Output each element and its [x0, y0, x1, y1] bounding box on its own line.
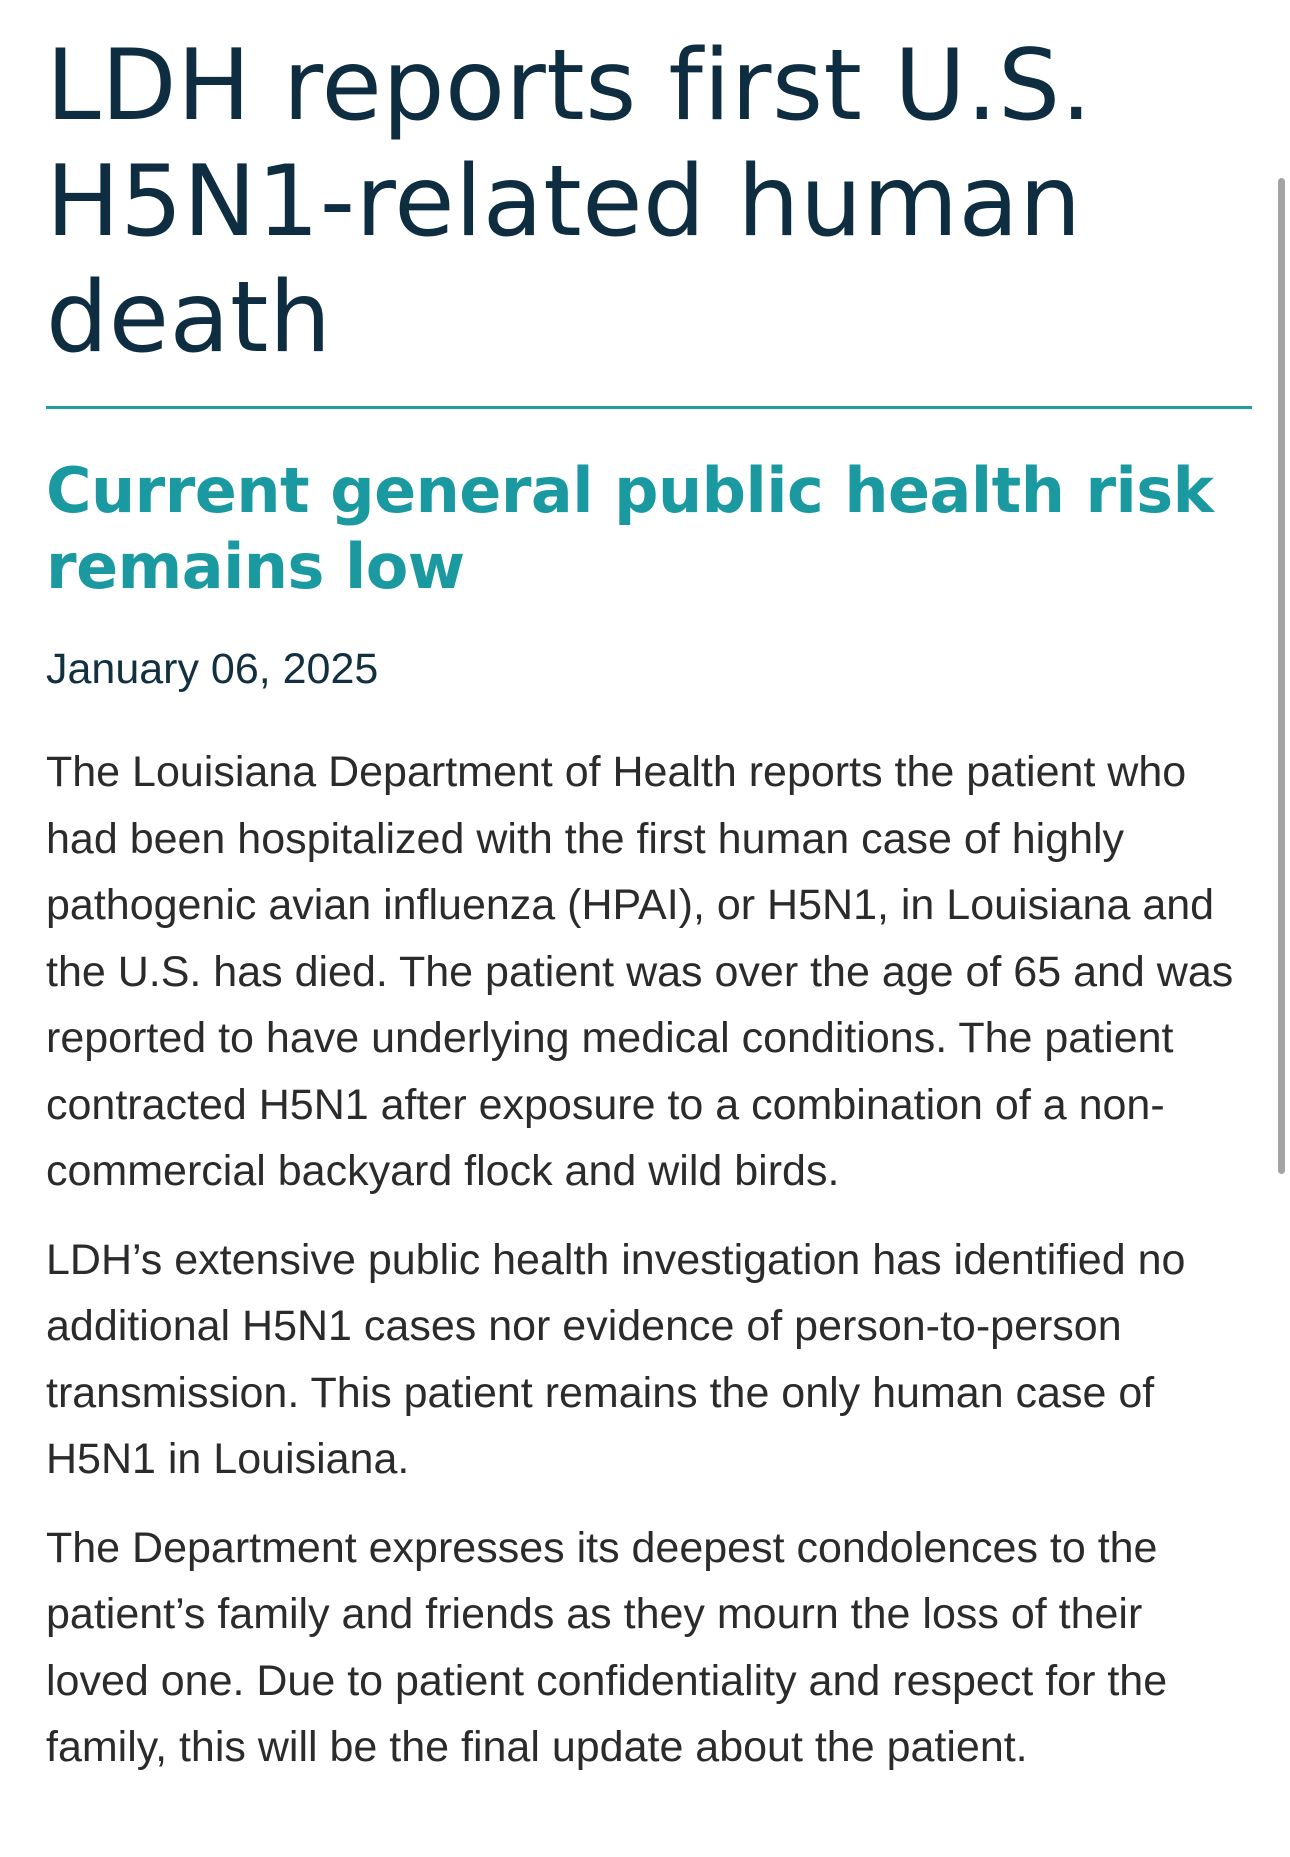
article-paragraph-2: LDH’s extensive public health investigation has identified no additional H5N1 cases nor evidence of person-to-person transmission. This patient remains the only human case of H5N1 in Louisiana. — [46, 1235, 1186, 1483]
publish-date: January 06, 2025 — [46, 645, 379, 693]
article-paragraph-1: The Louisiana Department of Health reports the patient who had been hospitalized with the first human case of highly pathogenic avian influenza (HPAI), or H5N1, in Louisiana and the U.S. has died. The patient was over the age of 65 and was reported to have underlying medical conditions. The patient contracted H5N1 after exposure to a combination of a non-commercial backyard flock and wild birds. — [46, 748, 1234, 1195]
page-scrollbar[interactable] — [1278, 178, 1285, 1174]
article-paragraph-3: The Department expresses its deepest condolences to the patient’s family and friends as they mourn the loss of their loved one. Due to patient confidentiality and respect for the family, this will be the final update about the patient. — [46, 1523, 1168, 1771]
page-title: LDH reports first U.S. H5N1-related human death — [46, 29, 1093, 375]
title-divider — [46, 406, 1252, 409]
article — [46, 28, 1252, 1781]
article-subtitle: Current general public health risk remains low — [46, 454, 1214, 603]
